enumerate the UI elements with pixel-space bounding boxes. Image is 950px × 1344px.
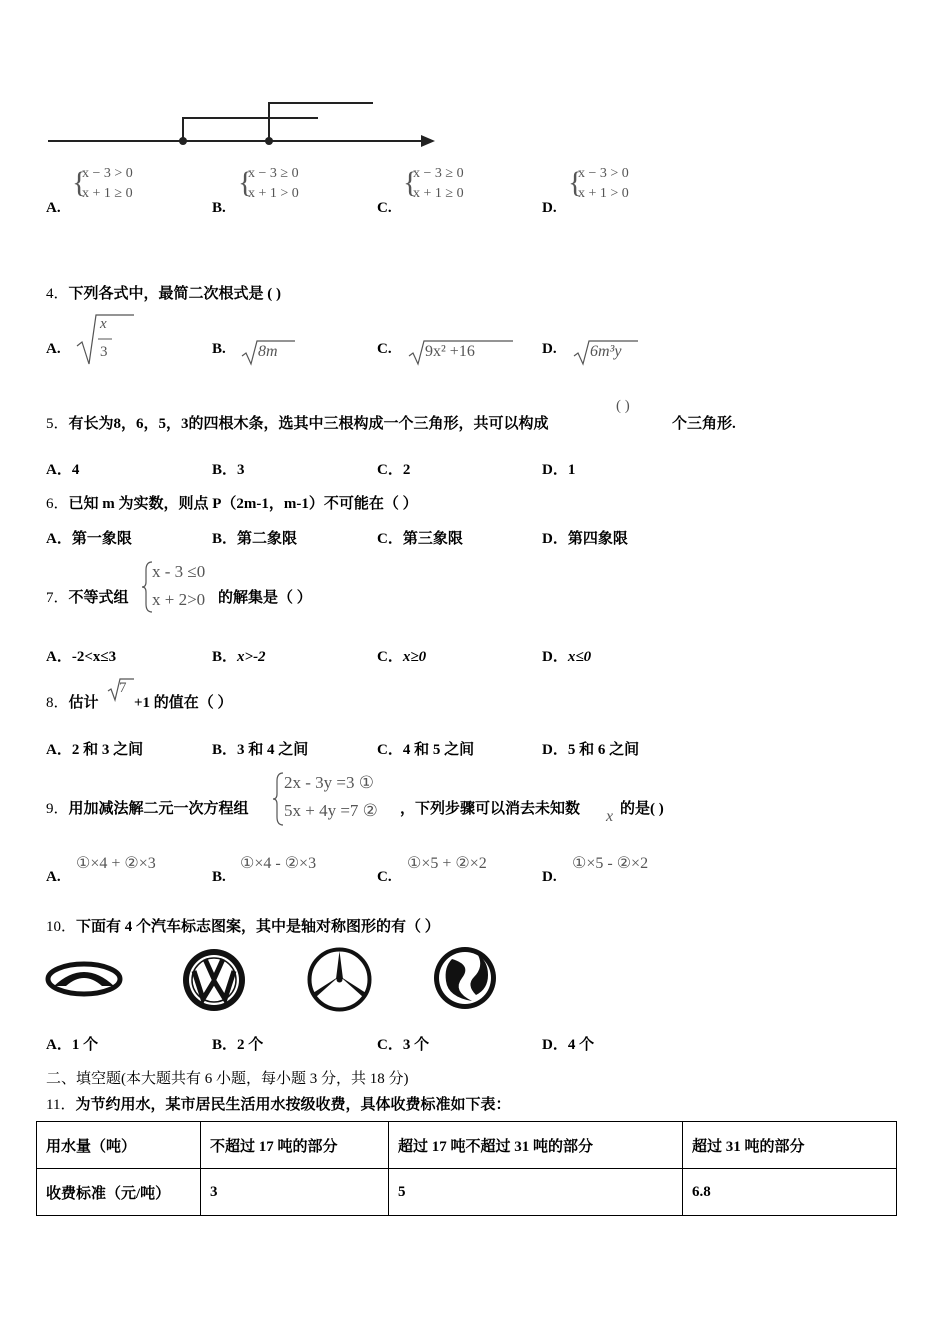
table-cell: 超过 17 吨不超过 31 吨的部分 <box>389 1122 683 1169</box>
option-text: 2 个 <box>237 1037 264 1053</box>
question-text: 为节约用水，某市居民生活用水按级收费，具体收费标准如下表： <box>75 1097 511 1113</box>
option-letter: C. <box>377 200 392 216</box>
option-letter: C. <box>377 341 392 357</box>
option-text: 4 <box>71 462 80 478</box>
q10-option-d[interactable] <box>542 1033 594 1054</box>
option-letter: B. <box>212 341 226 357</box>
option-letter: D． <box>542 531 568 547</box>
option-text: 1 个 <box>71 1037 99 1053</box>
option-letter: D． <box>542 1037 568 1053</box>
option-letter: B． <box>212 742 238 758</box>
solution-ray-2 <box>269 103 373 141</box>
q8-option-d[interactable] <box>542 738 639 759</box>
question-number: 6 <box>46 496 54 512</box>
option-letter: D. <box>542 869 557 885</box>
option-text: ①×5 + ②×2 <box>407 855 487 872</box>
radicand-numerator: x <box>100 316 107 332</box>
q4-stem: 4．下列各式中，最简二次根式是 ( ) <box>46 286 282 302</box>
q7-option-b[interactable] <box>212 645 266 666</box>
solution-ray-1 <box>183 118 318 141</box>
brace-icon: { <box>72 166 87 199</box>
q10-option-c[interactable] <box>377 1033 429 1054</box>
question-text: 下列各式中，最简二次根式是 ( ) <box>68 286 282 302</box>
question-text: 已知 m 为实数，则点 P（2m-1，m-1）不可能在（ ） <box>68 496 418 512</box>
question-text: 估计 <box>68 695 99 711</box>
q7-stem: 7．不等式组 <box>46 590 129 606</box>
question-number: 9 <box>46 801 54 817</box>
q3-option-a[interactable] <box>46 164 206 219</box>
option-letter: A． <box>46 1037 72 1053</box>
question-text-tail: ，下列步骤可以消去未知数 <box>400 801 581 817</box>
question-text-tail: +1 的值在（ ） <box>134 695 233 711</box>
table-row <box>37 1122 897 1169</box>
q6-option-c[interactable] <box>377 527 463 548</box>
question-number: 10 <box>46 919 61 935</box>
option-text: 第二象限 <box>237 531 298 547</box>
option-text: ①×5 - ②×2 <box>572 855 649 872</box>
radicand: 7 <box>119 680 127 696</box>
q7-option-d[interactable] <box>542 645 591 666</box>
inequality-line-2: x + 1 ≥ 0 <box>82 186 133 201</box>
option-letter: C. <box>377 869 392 885</box>
q7-option-c[interactable] <box>377 645 426 666</box>
q4-option-d[interactable] <box>542 336 692 366</box>
option-text: 第一象限 <box>71 531 132 547</box>
q3-option-d[interactable] <box>542 164 702 219</box>
option-text: x≤0 <box>567 649 592 665</box>
equation-line-2: 5x + 4y =7 ② <box>284 801 378 820</box>
option-text: 3 和 4 之间 <box>237 742 309 758</box>
question-text: 用加减法解二元一次方程组 <box>68 801 249 817</box>
q8-option-b[interactable] <box>212 738 308 759</box>
water-fee-table <box>36 1121 897 1216</box>
option-letter: A． <box>46 462 72 478</box>
question-number: 7 <box>46 590 54 606</box>
option-letter: B． <box>212 649 238 665</box>
q9-stem: 9．用加减法解二元一次方程组 <box>46 801 249 817</box>
radicand-expression: 6m³y <box>590 343 622 360</box>
q3-option-b[interactable] <box>212 164 372 219</box>
solid-point-2 <box>265 137 273 145</box>
q10-option-b[interactable] <box>212 1033 263 1054</box>
inequality-line-1: x − 3 > 0 <box>82 166 133 181</box>
question-text: 下面有 4 个汽车标志图案，其中是轴对称图形的有（ ） <box>76 919 440 935</box>
infiniti-logo-icon <box>44 960 124 998</box>
volkswagen-logo-icon <box>181 947 247 1013</box>
answer-blank: ( ) <box>616 398 630 414</box>
unknown-variable: x <box>606 808 614 825</box>
option-text: 3 <box>237 462 245 478</box>
option-letter: B． <box>212 531 238 547</box>
q6-option-b[interactable] <box>212 527 297 548</box>
q10-stem: 10．下面有 4 个汽车标志图案，其中是轴对称图形的有（ ） <box>46 919 440 935</box>
q9-option-c[interactable] <box>377 853 527 889</box>
inequality-line-1: x − 3 ≥ 0 <box>413 166 464 181</box>
option-letter: B． <box>212 462 238 478</box>
option-letter: A． <box>46 742 72 758</box>
solid-point-1 <box>179 137 187 145</box>
section-heading: 二、填空题(本大题共有 6 小题，每小题 3 分，共 18 分) <box>46 1071 409 1087</box>
question-text-tail: 个三角形. <box>672 416 736 432</box>
q6-option-a[interactable] <box>46 527 132 548</box>
radicand-denominator: 3 <box>100 344 108 360</box>
q7-option-a[interactable] <box>46 645 116 666</box>
option-letter: D. <box>542 341 557 357</box>
option-text: 2 <box>402 462 411 478</box>
table-cell: 收费标准（元/吨） <box>37 1169 201 1216</box>
option-letter: B． <box>212 1037 238 1053</box>
inequality-line-1: x - 3 ≤0 <box>152 562 206 581</box>
option-text: 5 和 6 之间 <box>567 742 640 758</box>
option-letter: D． <box>542 649 568 665</box>
table-row <box>37 1169 897 1216</box>
table-cell: 不超过 17 吨的部分 <box>201 1122 389 1169</box>
option-text: x≥0 <box>402 649 427 665</box>
mercedes-logo-icon <box>306 946 373 1013</box>
option-letter: A． <box>46 531 72 547</box>
q4-option-c[interactable] <box>377 336 537 366</box>
q11-stem: 11．为节约用水，某市居民生活用水按级收费，具体收费标准如下表： <box>46 1097 511 1113</box>
table-cell: 用水量（吨） <box>37 1122 201 1169</box>
q4-option-b[interactable] <box>212 336 362 366</box>
dongfeng-logo-icon <box>432 945 498 1011</box>
option-text: x>-2 <box>237 649 266 665</box>
option-text: ①×4 - ②×3 <box>240 855 317 872</box>
option-letter: C． <box>377 1037 403 1053</box>
brace-icon: { <box>568 166 583 199</box>
q5-stem: 5．有长为8，6，5，3的四根木条，选其中三根构成一个三角形，共可以构成 <box>46 416 549 432</box>
brace-icon <box>271 771 285 827</box>
option-letter: B. <box>212 200 226 216</box>
q9-option-a[interactable] <box>46 853 196 889</box>
option-letter: C． <box>377 742 403 758</box>
option-letter: C． <box>377 462 403 478</box>
option-text: 2 和 3 之间 <box>71 742 144 758</box>
radicand-expression: 9x² +16 <box>425 343 475 360</box>
table-cell: 3 <box>201 1169 389 1216</box>
question-number: 11 <box>46 1097 61 1113</box>
table-cell: 5 <box>389 1169 683 1216</box>
option-text: 1 <box>567 462 576 478</box>
q5-option-a[interactable] <box>46 458 79 479</box>
number-line-figure <box>40 95 450 155</box>
question-text-tail-2: 的是( ) <box>620 801 664 817</box>
option-letter: B. <box>212 869 226 885</box>
inequality-line-2: x + 1 ≥ 0 <box>413 186 464 201</box>
inequality-line-1: x − 3 ≥ 0 <box>248 166 299 181</box>
radicand-expression: 8m <box>258 343 278 360</box>
q5-option-d[interactable] <box>542 458 575 479</box>
q8-stem: 8．估计 <box>46 695 99 711</box>
inequality-line-2: x + 2>0 <box>152 590 206 609</box>
option-letter: A. <box>46 869 61 885</box>
q9-option-b[interactable] <box>212 853 362 889</box>
inequality-line-1: x − 3 > 0 <box>578 166 629 181</box>
question-text-tail: 的解集是（ ） <box>218 590 312 606</box>
inequality-line-2: x + 1 > 0 <box>248 186 299 201</box>
option-text: -2<x≤3 <box>71 649 117 665</box>
option-text: 4 个 <box>567 1037 595 1053</box>
option-letter: C． <box>377 531 403 547</box>
option-text: 第三象限 <box>402 531 463 547</box>
option-text: 3 个 <box>402 1037 430 1053</box>
option-letter: A． <box>46 649 72 665</box>
equation-line-1: 2x - 3y =3 ① <box>284 773 374 792</box>
table-cell: 超过 31 吨的部分 <box>683 1122 897 1169</box>
q5-option-c[interactable] <box>377 458 410 479</box>
option-text: ①×4 + ②×3 <box>76 855 156 872</box>
question-number: 5 <box>46 416 54 432</box>
q10-option-a[interactable] <box>46 1033 98 1054</box>
option-letter: D． <box>542 462 568 478</box>
question-number: 8 <box>46 695 54 711</box>
q6-stem: 6．已知 m 为实数，则点 P（2m-1，m-1）不可能在（ ） <box>46 496 418 512</box>
q8-option-c[interactable] <box>377 738 474 759</box>
option-letter: D． <box>542 742 568 758</box>
option-text: 4 和 5 之间 <box>402 742 475 758</box>
q9-option-d[interactable] <box>542 853 692 889</box>
table-cell: 6.8 <box>683 1169 897 1216</box>
q8-option-a[interactable] <box>46 738 143 759</box>
option-letter: C． <box>377 649 403 665</box>
radical-sign-icon <box>74 312 154 368</box>
q5-option-b[interactable] <box>212 458 245 479</box>
brace-icon: { <box>403 166 418 199</box>
question-text: 有长为8，6，5，3的四根木条，选其中三根构成一个三角形，共可以构成 <box>68 416 549 432</box>
option-letter: A. <box>46 341 61 357</box>
inequality-line-2: x + 1 > 0 <box>578 186 629 201</box>
option-letter: A. <box>46 200 61 216</box>
question-text: 不等式组 <box>68 590 129 606</box>
number-line-arrow <box>421 135 435 147</box>
q3-option-c[interactable] <box>377 164 537 219</box>
question-number: 4 <box>46 286 54 302</box>
option-text: 第四象限 <box>567 531 628 547</box>
q4-option-a[interactable] <box>46 312 196 367</box>
option-letter: D. <box>542 200 557 216</box>
brace-icon: { <box>238 166 253 199</box>
q6-option-d[interactable] <box>542 527 628 548</box>
